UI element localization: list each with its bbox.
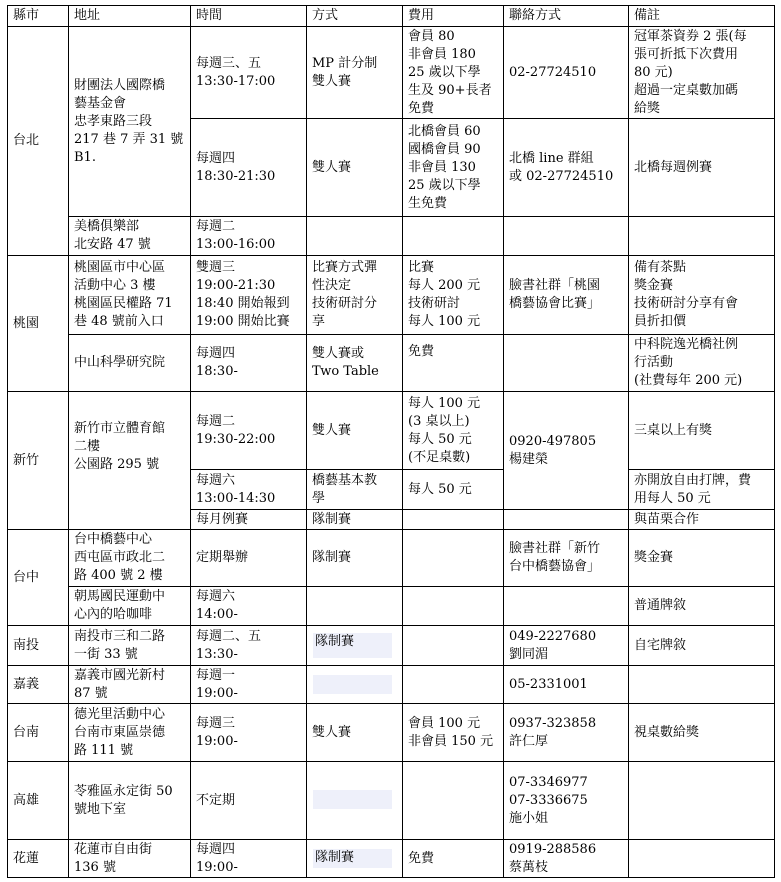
- empty-cell: [403, 666, 504, 704]
- shaded-blank: [313, 790, 392, 809]
- method-cell: 隊制賽: [307, 510, 403, 530]
- empty-cell: [403, 510, 504, 530]
- time-cell: 每週二 19:30-22:00: [191, 392, 307, 470]
- empty-cell: [307, 217, 403, 256]
- note-cell: 自宅牌敘: [629, 626, 775, 666]
- method-cell: 雙人賽: [307, 119, 403, 217]
- method-cell: [307, 840, 403, 878]
- note-cell: 中科院逸光橋社例 行活動 (社費每年 200 元): [629, 335, 775, 392]
- method-cell: [307, 626, 403, 666]
- city-cell: 新竹: [7, 392, 69, 530]
- empty-cell: [629, 217, 775, 256]
- address-cell: 花蓮市自由街 136 號: [69, 840, 191, 878]
- empty-cell: [403, 626, 504, 666]
- time-cell: 定期舉辦: [191, 530, 307, 587]
- contact-cell: 0919-288586 蔡萬枝: [504, 840, 629, 878]
- address-cell: 財團法人國際橋 藝基金會 忠孝東路三段 217 巷 7 弄 31 號 B1.: [69, 27, 191, 217]
- contact-cell: 北橋 line 群組 或 02-27724510: [504, 119, 629, 217]
- time-cell: 每週四 18:30-: [191, 335, 307, 392]
- header-time: 時間: [191, 5, 307, 27]
- city-cell: 花蓮: [7, 840, 69, 878]
- fee-cell: 會員 100 元 非會員 150 元: [403, 704, 504, 762]
- contact-cell: 05-2331001: [504, 666, 629, 704]
- empty-cell: [307, 587, 403, 626]
- header-note: 備註: [629, 5, 775, 27]
- city-cell: 嘉義: [7, 666, 69, 704]
- note-cell: 亦開放自由打牌，費 用每人 50 元: [629, 470, 775, 510]
- empty-cell: [629, 840, 775, 878]
- method-cell: 橋藝基本教 學: [307, 470, 403, 510]
- city-cell: 台中: [7, 530, 69, 626]
- header-address: 地址: [69, 5, 191, 27]
- method-cell: 隊制賽: [307, 530, 403, 587]
- contact-cell: 0937-323858 許仁厚: [504, 704, 629, 762]
- method-cell: 雙人賽: [307, 392, 403, 470]
- empty-cell: [504, 587, 629, 626]
- contact-cell: 0920-497805 楊建榮: [504, 392, 629, 510]
- fee-cell: 每人 100 元 (3 桌以上) 每人 50 元 (不足桌數): [403, 392, 504, 470]
- address-cell: 中山科學研究院: [69, 335, 191, 392]
- contact-cell: 臉書社群「桃園 橋藝協會比賽」: [504, 256, 629, 335]
- fee-cell: 免費: [403, 840, 504, 878]
- note-cell: 普通牌敘: [629, 587, 775, 626]
- time-cell: 不定期: [191, 762, 307, 840]
- note-cell: 北橋每週例賽: [629, 119, 775, 217]
- method-cell: 比賽方式彈 性決定 技術研討分 享: [307, 256, 403, 335]
- empty-cell: [403, 217, 504, 256]
- contact-cell: 049-2227680 劉同湄: [504, 626, 629, 666]
- method-text: 隊制賽: [313, 633, 392, 658]
- contact-cell: 臉書社群「新竹 台中橋藝協會」: [504, 530, 629, 587]
- empty-cell: [504, 217, 629, 256]
- fee-cell: 會員 80 非會員 180 25 歲以下學 生及 90+長者 免費: [403, 27, 504, 119]
- header-contact: 聯絡方式: [504, 5, 629, 27]
- contact-cell: 07-3346977 07-3336675 施小姐: [504, 762, 629, 840]
- fee-cell: 每人 50 元: [403, 470, 504, 510]
- empty-cell: [403, 587, 504, 626]
- empty-cell: [629, 666, 775, 704]
- note-cell: 獎金賽: [629, 530, 775, 587]
- time-cell: 每週四 18:30-21:30: [191, 119, 307, 217]
- time-cell: 每週六 14:00-: [191, 587, 307, 626]
- method-cell: 雙人賽或 Two Table: [307, 335, 403, 392]
- contact-cell: 02-27724510: [504, 27, 629, 119]
- method-text: 隊制賽: [313, 849, 392, 868]
- empty-cell: [403, 530, 504, 587]
- empty-cell: [403, 762, 504, 840]
- address-cell: 桃園區市中心區 活動中心 3 樓 桃園區民權路 71 巷 48 號前入口: [69, 256, 191, 335]
- shaded-blank: [313, 675, 392, 694]
- address-cell: 嘉義市國光新村 87 號: [69, 666, 191, 704]
- city-cell: 台北: [7, 27, 69, 256]
- city-cell: 南投: [7, 626, 69, 666]
- time-cell: 每週三 19:00-: [191, 704, 307, 762]
- method-cell: 雙人賽: [307, 704, 403, 762]
- address-cell: 台中橋藝中心 西屯區市政北二 路 400 號 2 樓: [69, 530, 191, 587]
- time-cell: 每週三、五 13:30-17:00: [191, 27, 307, 119]
- fee-cell: 免費: [403, 335, 504, 392]
- city-cell: 桃園: [7, 256, 69, 392]
- note-cell: 視桌數給獎: [629, 704, 775, 762]
- time-cell: 每週二 13:00-16:00: [191, 217, 307, 256]
- address-cell: 德光里活動中心 台南市東區崇德 路 111 號: [69, 704, 191, 762]
- city-cell: 高雄: [7, 762, 69, 840]
- address-cell: 新竹市立體育館 二樓 公園路 295 號: [69, 392, 191, 530]
- time-cell: 雙週三 19:00-21:30 18:40 開始報到 19:00 開始比賽: [191, 256, 307, 335]
- time-cell: 每週一 19:00-: [191, 666, 307, 704]
- fee-cell: 北橋會員 60 國橋會員 90 非會員 130 25 歲以下學 生免費: [403, 119, 504, 217]
- time-cell: 每月例賽: [191, 510, 307, 530]
- empty-cell: [629, 762, 775, 840]
- method-cell: [307, 666, 403, 704]
- header-city: 縣市: [7, 5, 69, 27]
- empty-cell: [504, 335, 629, 392]
- city-cell: 台南: [7, 704, 69, 762]
- address-cell: 苓雅區永定街 50 號地下室: [69, 762, 191, 840]
- address-cell: 美橋俱樂部 北安路 47 號: [69, 217, 191, 256]
- time-cell: 每週二、五 13:30-: [191, 626, 307, 666]
- address-cell: 朝馬國民運動中 心內的哈咖啡: [69, 587, 191, 626]
- fee-cell: 比賽 每人 200 元 技術研討 每人 100 元: [403, 256, 504, 335]
- method-cell: [307, 762, 403, 840]
- note-cell: 冠軍茶資券 2 張(每 張可折抵下次費用 80 元) 超過一定桌數加碼 給獎: [629, 27, 775, 119]
- note-cell: 三桌以上有獎: [629, 392, 775, 470]
- note-cell: 與苗栗合作: [629, 510, 775, 530]
- empty-cell: [504, 510, 629, 530]
- note-cell: 備有茶點 獎金賽 技術研討分享有會 員折扣價: [629, 256, 775, 335]
- method-cell: MP 計分制 雙人賽: [307, 27, 403, 119]
- time-cell: 每週六 13:00-14:30: [191, 470, 307, 510]
- address-cell: 南投市三和二路 一街 33 號: [69, 626, 191, 666]
- header-fee: 費用: [403, 5, 504, 27]
- time-cell: 每週四 19:00-: [191, 840, 307, 878]
- header-method: 方式: [307, 5, 403, 27]
